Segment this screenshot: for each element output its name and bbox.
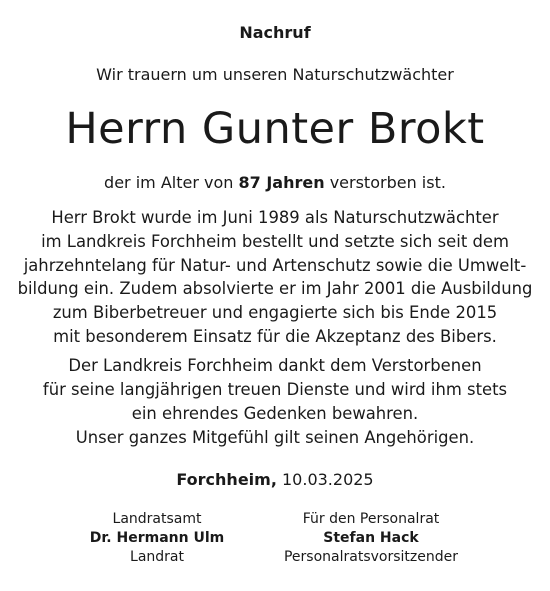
deceased-name: Herrn Gunter Brokt: [65, 104, 485, 154]
notice-heading: Nachruf: [239, 23, 311, 42]
biography-paragraph: [0, 206, 550, 349]
bio-line: im Landkreis Forchheim bestellt und setzte sich seit dem: [41, 231, 509, 251]
bio-line: zum Biberbetreuer und engagierte sich bis Ende 2015: [52, 303, 498, 323]
thanks-line: für seine langjährigen treuen Dienste und wird ihm stets: [42, 379, 508, 399]
signature-block-personalrat: [241, 510, 501, 567]
place: Forchheim,: [176, 470, 277, 489]
signature-person: Stefan Hack: [323, 530, 419, 546]
bio-line: jahrzehntelang für Natur- und Artenschutz sowie die Umwelt-: [23, 255, 527, 275]
thanks-paragraph: [0, 354, 550, 425]
age-suffix: verstorben ist.: [329, 173, 446, 192]
intro-line: Wir trauern um unseren Naturschutzwächter: [96, 65, 454, 84]
bio-line: bildung ein. Zudem absolvierte er im Jahr 2001 die Ausbildung: [17, 279, 533, 299]
place-date-line: [0, 469, 550, 491]
bio-line: Herr Brokt wurde im Juni 1989 als Naturschutzwächter: [51, 208, 499, 227]
signature-org: Landratsamt: [112, 511, 202, 527]
sympathy-line: Unser ganzes Mitgefühl gilt seinen Angehörigen.: [75, 428, 475, 447]
bio-line: mit besonderem Einsatz für die Akzeptanz des Bibers.: [53, 326, 497, 346]
age-value: 87 Jahren: [238, 173, 325, 192]
thanks-line: Der Landkreis Forchheim dankt dem Verstorbenen: [68, 356, 482, 375]
signature-org: Für den Personalrat: [302, 511, 440, 527]
age-prefix: der im Alter von: [104, 173, 234, 192]
signature-role: Landrat: [130, 549, 184, 565]
age-line: [0, 172, 550, 194]
thanks-line: ein ehrendes Gedenken bewahren.: [131, 403, 419, 423]
signature-role: Personalratsvorsitzender: [283, 549, 458, 565]
signature-person: Dr. Hermann Ulm: [89, 530, 225, 546]
date: 10.03.2025: [282, 470, 374, 489]
